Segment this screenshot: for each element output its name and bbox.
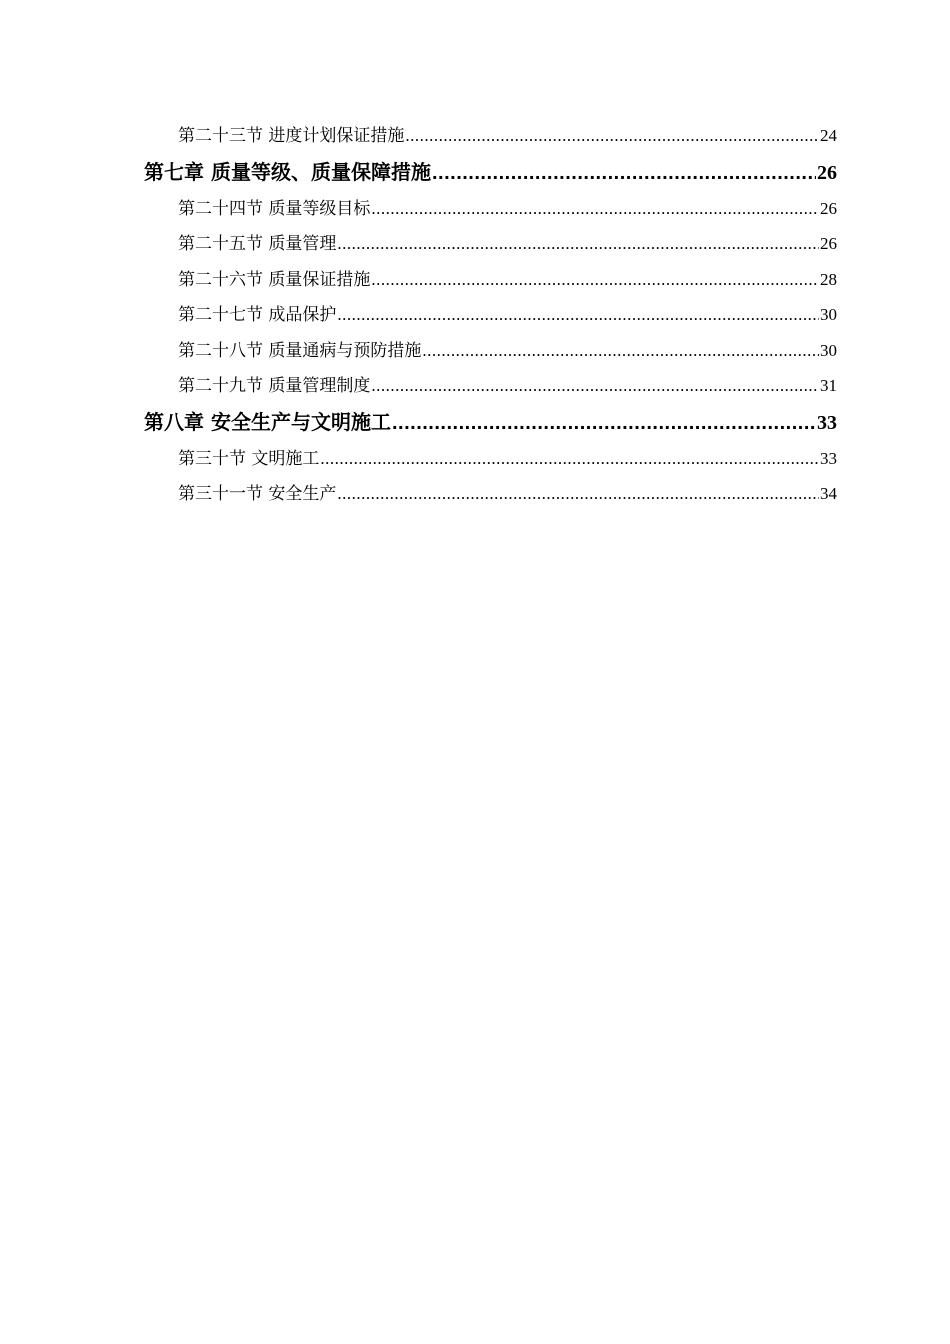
toc-entry-page-number: 26	[817, 161, 837, 184]
toc-entry-page-number: 34	[820, 484, 837, 503]
toc-entry-title: 第二十六节 质量保证措施	[178, 269, 371, 290]
toc-entry-section-26[interactable]	[144, 262, 837, 298]
toc-entry-title: 第二十四节 质量等级目标	[178, 198, 371, 219]
toc-entry-page-number: 30	[820, 305, 837, 324]
toc-entry-page-number: 30	[820, 340, 837, 360]
toc-dot-leader	[422, 333, 819, 369]
toc-entry-section-25[interactable]	[144, 226, 837, 262]
toc-dot-leader	[392, 405, 816, 442]
toc-entry-chapter-8[interactable]	[144, 404, 837, 441]
toc-dot-leader	[371, 191, 819, 227]
toc-dot-leader	[371, 368, 819, 404]
toc-entry-title: 第七章 质量等级、质量保障措施	[144, 159, 431, 184]
toc-entry-title: 第二十三节 进度计划保证措施	[178, 126, 405, 146]
toc-entry-title: 第二十八节 质量通病与预防措施	[178, 340, 422, 361]
toc-entry-title: 第二十五节 质量管理	[178, 234, 337, 254]
toc-entry-chapter-7[interactable]	[144, 154, 837, 191]
toc-entry-page-number: 26	[820, 198, 837, 218]
toc-entry-page-number: 31	[820, 376, 837, 395]
toc-entry-title: 第二十九节 质量管理制度	[178, 376, 371, 396]
toc-dot-leader	[320, 441, 819, 477]
toc-entry-section-28[interactable]	[144, 333, 837, 369]
toc-entry-title: 第三十一节 安全生产	[178, 484, 337, 504]
toc-entry-page-number: 33	[820, 448, 837, 468]
toc-entry-section-27[interactable]	[144, 297, 837, 333]
toc-dot-leader	[337, 297, 819, 333]
toc-entry-page-number: 33	[817, 411, 837, 434]
toc-dot-leader	[405, 118, 819, 154]
toc-entry-section-23[interactable]	[144, 118, 837, 154]
toc-dot-leader	[371, 262, 819, 298]
toc-dot-leader	[432, 155, 816, 192]
toc-entry-section-29[interactable]	[144, 368, 837, 404]
table-of-contents	[144, 118, 837, 512]
toc-entry-page-number: 24	[820, 126, 837, 145]
toc-entry-title: 第二十七节 成品保护	[178, 305, 337, 325]
toc-dot-leader	[337, 226, 819, 262]
toc-entry-title: 第三十节 文明施工	[178, 448, 320, 469]
toc-entry-title: 第八章 安全生产与文明施工	[144, 409, 391, 434]
toc-entry-page-number: 26	[820, 234, 837, 253]
toc-entry-section-24[interactable]	[144, 191, 837, 227]
toc-dot-leader	[337, 476, 819, 512]
toc-entry-section-31[interactable]	[144, 476, 837, 512]
toc-entry-page-number: 28	[820, 269, 837, 289]
toc-entry-section-30[interactable]	[144, 441, 837, 477]
